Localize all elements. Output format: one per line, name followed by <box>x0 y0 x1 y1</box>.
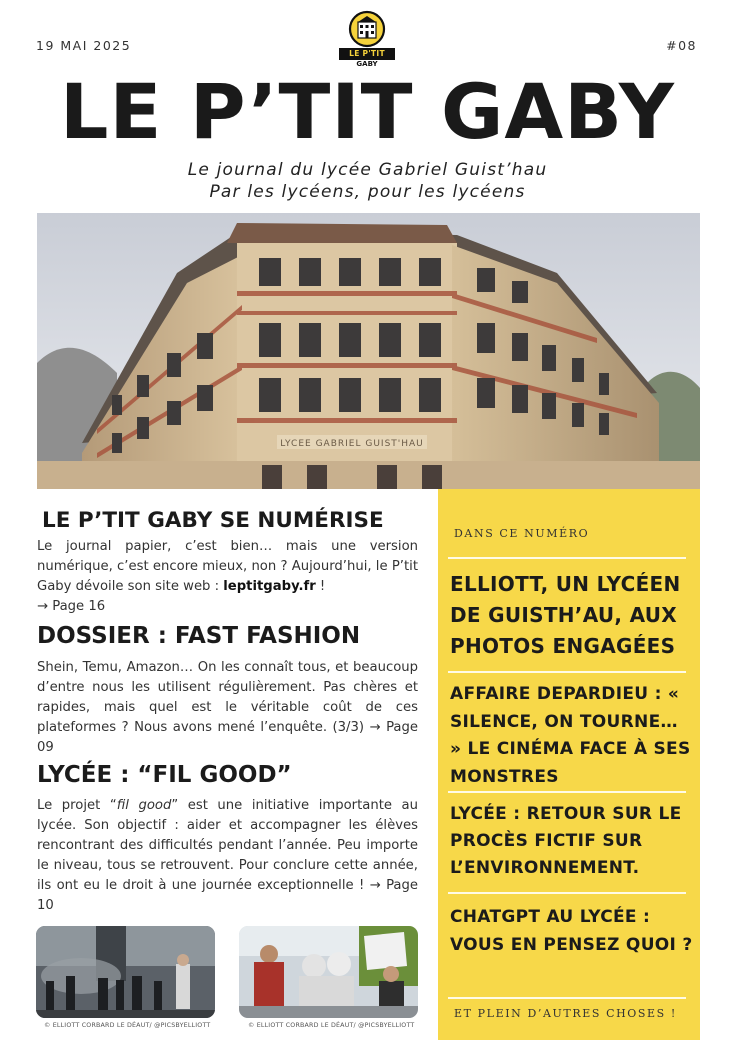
photo-credit-2: © ELLIOTT CORBARD LE DÉAUT/ @PICSBYELLIOTT <box>248 1022 415 1029</box>
protest-photo-1 <box>36 926 215 1018</box>
newspaper-logo <box>337 10 397 72</box>
tagline-line-2: Par les lycéens, pour les lycéens <box>209 182 526 202</box>
article-3-title: LYCÉE : “FIL GOOD” <box>37 762 292 788</box>
sidebar-item-elliott[interactable]: ELLIOTT, UN LYCÉEN DE GUISTH’AU, AUX PHOTOS ENGAGÉES <box>450 572 681 658</box>
logo-subtext: GABY <box>356 60 378 68</box>
sidebar-divider <box>448 671 686 673</box>
article-3-text-rest: ” est une initiative importante au lycée. Son objectif : aider et accompagner les élèves rencontrant des difficultés pendant l’année. Peu importe le niveau, tous se retrouvent. Pour conclure cette année, ils ont eu le droit à une journée exceptionnelle ! → Page 10 <box>37 798 418 913</box>
article-3-emphasis: fil good <box>116 798 172 813</box>
article-2-body: Shein, Temu, Amazon… On les connaît tous, et beaucoup d’entre nous les utilisent régulièrement. Pas chères et rapides, mais quel est le véritable coût de ces plateformes ? Nous avons mené l’enquête. (3/3) → Page 09 <box>37 660 418 755</box>
website-link[interactable]: leptitgaby.fr <box>223 579 316 594</box>
in-this-issue-sidebar <box>438 489 700 1040</box>
sidebar-item-proces[interactable]: LYCÉE : RETOUR SUR LE PROCÈS FICTIF SUR L’ENVIRONNEMENT. <box>450 804 682 878</box>
issue-number: #08 <box>666 38 697 53</box>
issue-date: 19 MAI 2025 <box>36 38 132 53</box>
facade-sign: LYCEE GABRIEL GUIST'HAU <box>280 439 424 449</box>
article-1-text-end: ! <box>315 579 326 594</box>
protest-photo-2 <box>239 926 418 1018</box>
article-1-title: LE P’TIT GABY SE NUMÉRISE <box>42 508 384 533</box>
article-2-title: DOSSIER : FAST FASHION <box>37 623 361 649</box>
sidebar-divider <box>448 892 686 894</box>
sidebar-divider <box>448 557 686 559</box>
photo-credit-1: © ELLIOTT CORBARD LE DÉAUT/ @PICSBYELLIOTT <box>44 1022 211 1029</box>
article-3-text: Le projet “ <box>37 798 117 813</box>
logo-text: LE P'TIT <box>339 48 395 60</box>
building-icon <box>348 10 386 48</box>
tagline-line-1: Le journal du lycée Gabriel Guist’hau <box>187 160 548 180</box>
article-1-page-ref: → Page 16 <box>37 599 106 614</box>
sidebar-item-depardieu[interactable]: AFFAIRE DEPARDIEU : « SILENCE, ON TOURNE… » LE CINÉMA FACE À SES MONSTRES <box>450 684 691 787</box>
newspaper-title: LE P’TIT GABY <box>60 67 675 156</box>
sidebar-item-chatgpt[interactable]: CHATGPT AU LYCÉE : VOUS EN PENSEZ QUOI ? <box>450 907 693 955</box>
sidebar-divider <box>448 791 686 793</box>
sidebar-heading: DANS CE NUMÉRO <box>454 527 590 540</box>
article-3-body <box>37 796 418 916</box>
sidebar-divider <box>448 997 686 999</box>
article-1-text: Le journal papier, c’est bien… mais une version numérique, c’est encore mieux, non ? Aujourd’hui, le P’tit Gaby dévoile son site web : <box>37 539 418 594</box>
sidebar-footer: ET PLEIN D’AUTRES CHOSES ! <box>454 1007 677 1020</box>
article-1-body <box>37 537 418 617</box>
school-building-photo <box>37 213 700 489</box>
